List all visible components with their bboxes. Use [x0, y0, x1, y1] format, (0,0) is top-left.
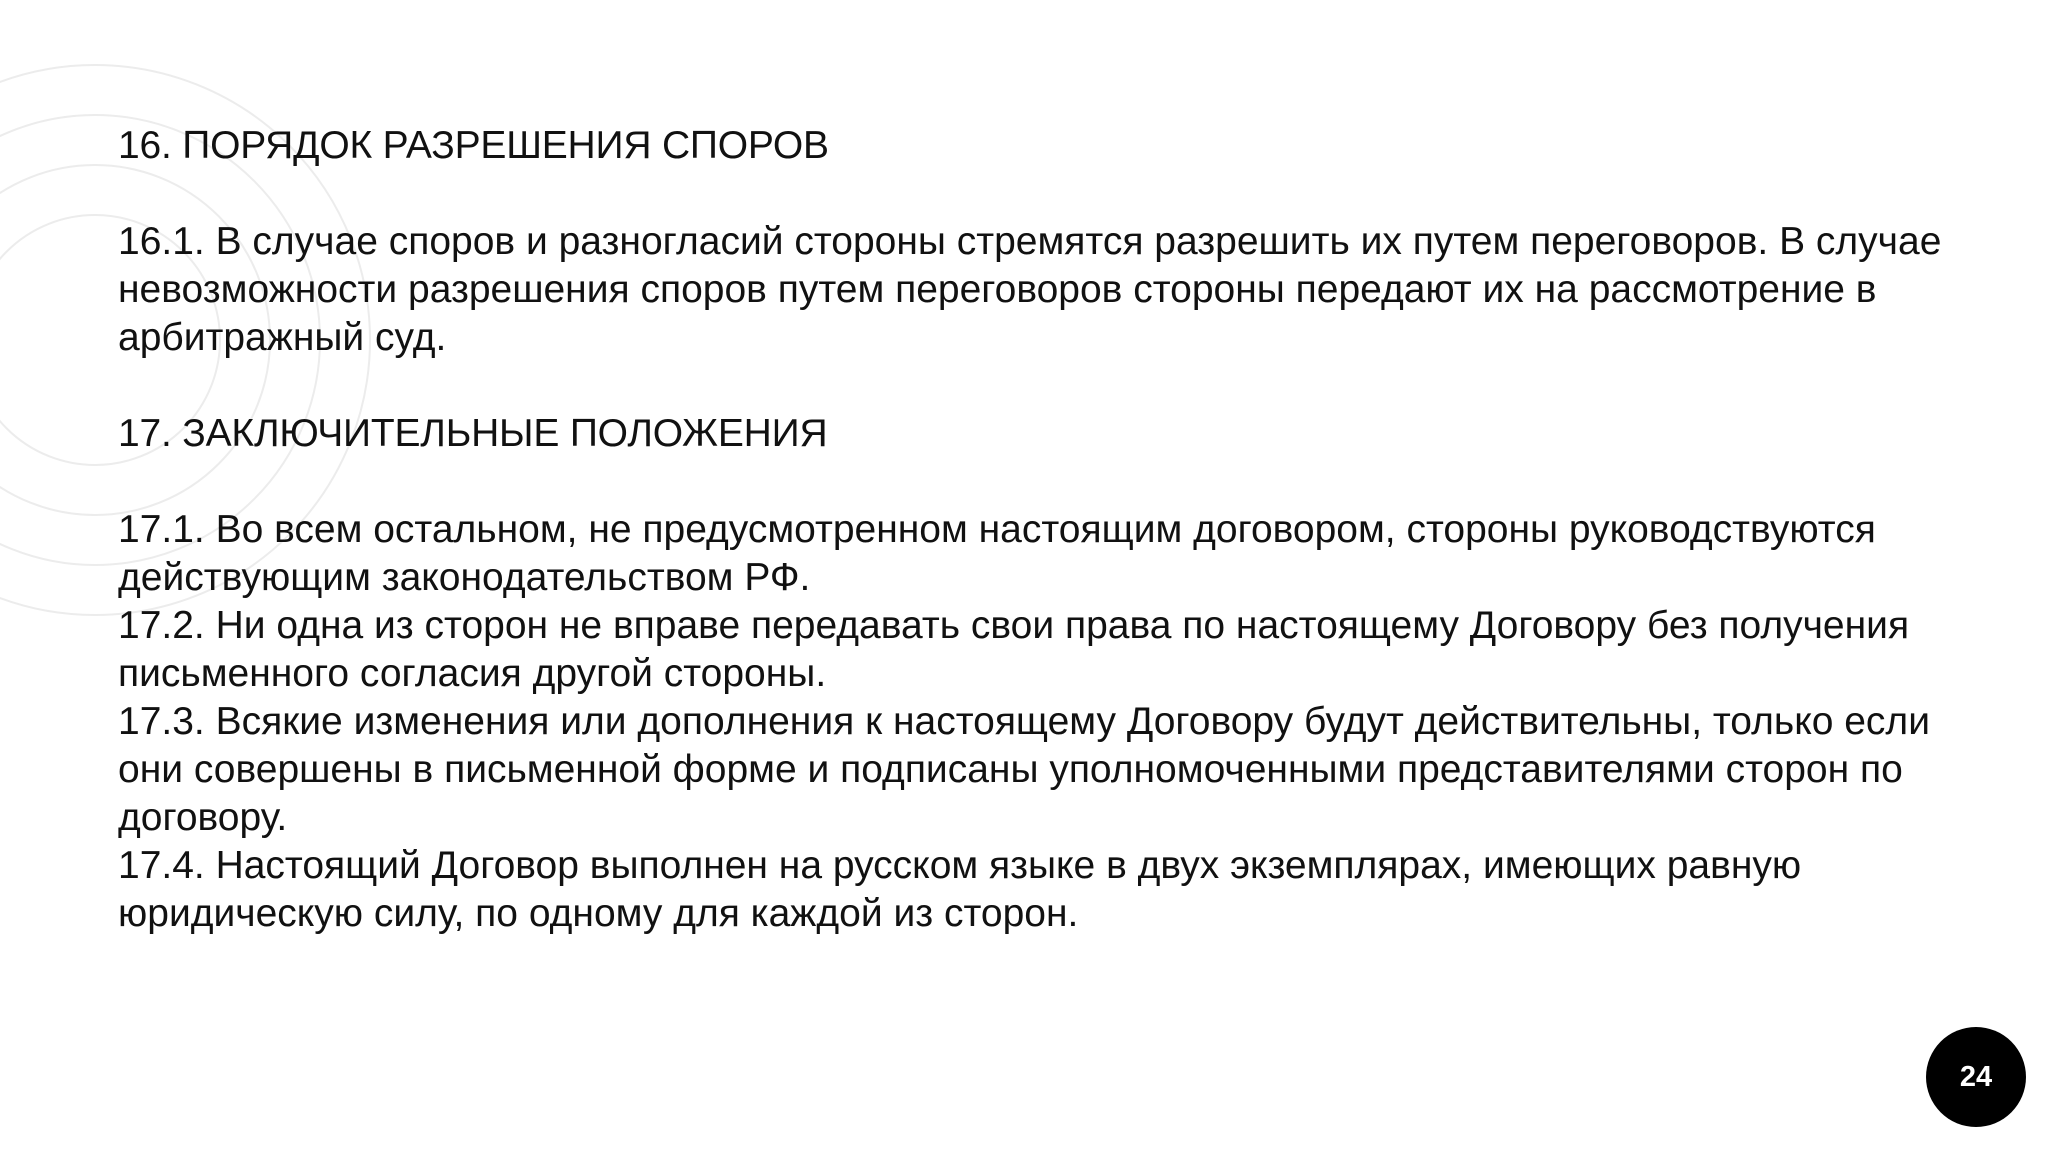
- document-body: [118, 118, 1998, 938]
- clause-17-3: 17.3. Всякие изменения или дополнения к настоящему Договору будут действительны, только если они совершены в письменной форме и подписаны уполномоченными представителями сторон по договору.: [118, 700, 1930, 839]
- clause-17-2: 17.2. Ни одна из сторон не вправе передавать свои права по настоящему Договору без получения письменного согласия другой стороны.: [118, 604, 1910, 695]
- page-number: 24: [1959, 1060, 1993, 1093]
- clause-16-1: 16.1. В случае споров и разногласий стороны стремятся разрешить их путем переговоров. В случае невозможности разрешения споров путем переговоров стороны передают их на рассмотрение в арбитражный суд.: [118, 220, 1942, 359]
- clause-17-1: 17.1. Во всем остальном, не предусмотренном настоящим договором, стороны руководствуются действующим законодательством РФ.: [118, 508, 1876, 599]
- section-16-heading: 16. ПОРЯДОК РАЗРЕШЕНИЯ СПОРОВ: [118, 124, 829, 167]
- page-number-badge: [1926, 1027, 2026, 1127]
- section-17-heading: 17. ЗАКЛЮЧИТЕЛЬНЫЕ ПОЛОЖЕНИЯ: [118, 412, 828, 455]
- clause-17-4: 17.4. Настоящий Договор выполнен на русском языке в двух экземплярах, имеющих равную юридическую силу, по одному для каждой из сторон.: [118, 844, 1802, 935]
